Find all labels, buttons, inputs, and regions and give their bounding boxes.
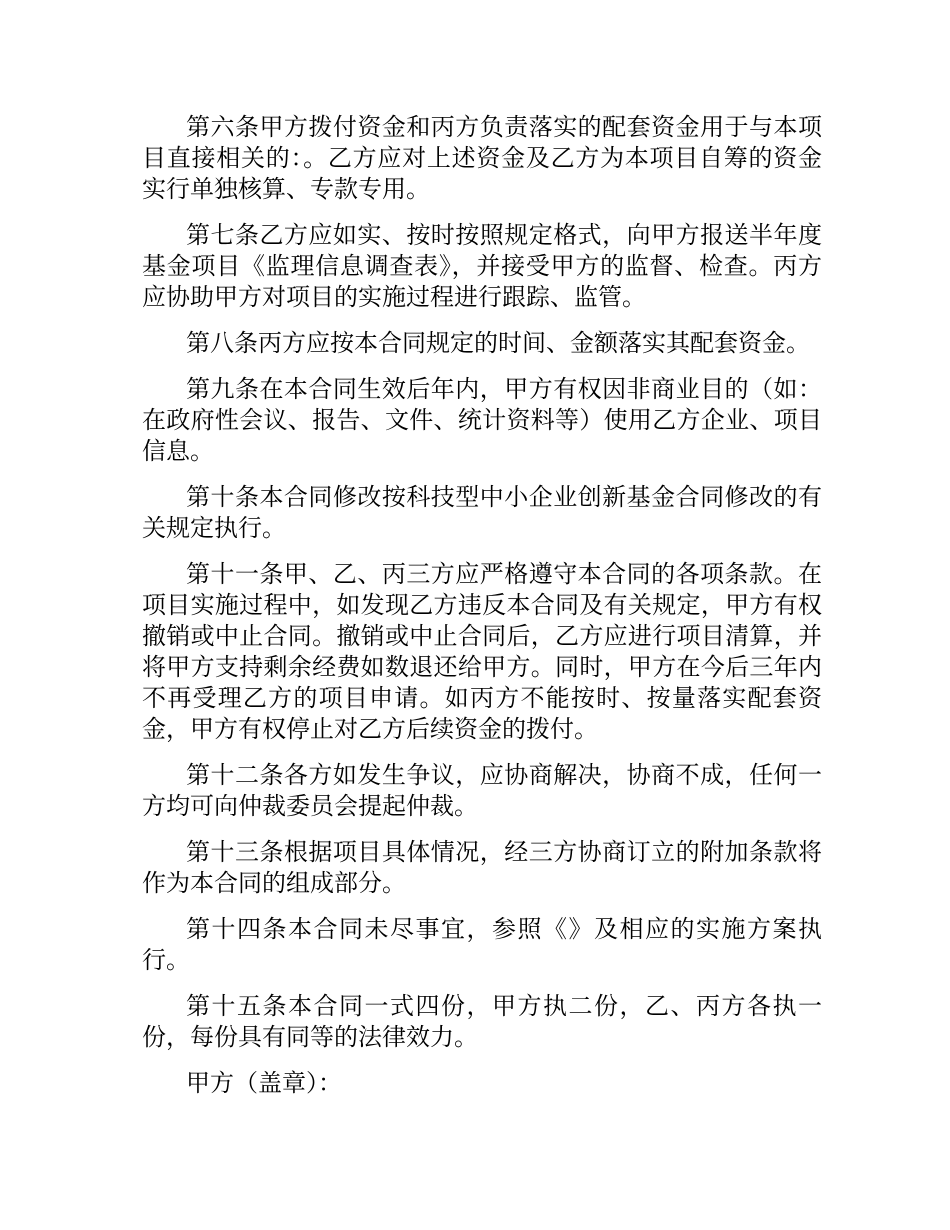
article-11-paragraph: 第十一条甲、乙、丙三方应严格遵守本合同的各项条款。在项目实施过程中，如发现乙方违反本合同及有关规定，甲方有权撤销或中止合同。撤销或中止合同后，乙方应进行项目清算，并将甲方支持剩余经费如数退还给甲方。同时，甲方在今后三年内不再受理乙方的项目申请。如丙方不能按时、按量落实配套资金，甲方有权停止对乙方后续资金的拨付。 xyxy=(142,560,822,743)
article-7-paragraph: 第七条乙方应如实、按时按照规定格式，向甲方报送半年度基金项目《监理信息调查表》，并接受甲方的监督、检查。丙方应协助甲方对项目的实施过程进行跟踪、监管。 xyxy=(142,221,822,311)
party-a-seal-line: 甲方（盖章）： xyxy=(186,1069,342,1097)
article-6-paragraph: 第六条甲方拨付资金和丙方负责落实的配套资金用于与本项目直接相关的：。乙方应对上述资金及乙方为本项目自筹的资金实行单独核算、专款专用。 xyxy=(142,113,822,203)
article-14-paragraph: 第十四条本合同未尽事宜，参照《》及相应的实施方案执行。 xyxy=(142,915,822,974)
document-body xyxy=(142,112,822,1114)
article-9-paragraph: 第九条在本合同生效后年内，甲方有权因非商业目的（如：在政府性会议、报告、文件、统计资料等）使用乙方企业、项目信息。 xyxy=(142,375,822,465)
article-10-paragraph: 第十条本合同修改按科技型中小企业创新基金合同修改的有关规定执行。 xyxy=(142,483,822,542)
article-13-paragraph: 第十三条根据项目具体情况，经三方协商订立的附加条款将作为本合同的组成部分。 xyxy=(142,838,822,897)
article-8-paragraph: 第八条丙方应按本合同规定的时间、金额落实其配套资金。 xyxy=(186,329,810,357)
article-15-paragraph: 第十五条本合同一式四份，甲方执二份，乙、丙方各执一份，每份具有同等的法律效力。 xyxy=(142,992,822,1051)
article-12-paragraph: 第十二条各方如发生争议，应协商解决，协商不成，任何一方均可向仲裁委员会提起仲裁。 xyxy=(142,761,822,820)
